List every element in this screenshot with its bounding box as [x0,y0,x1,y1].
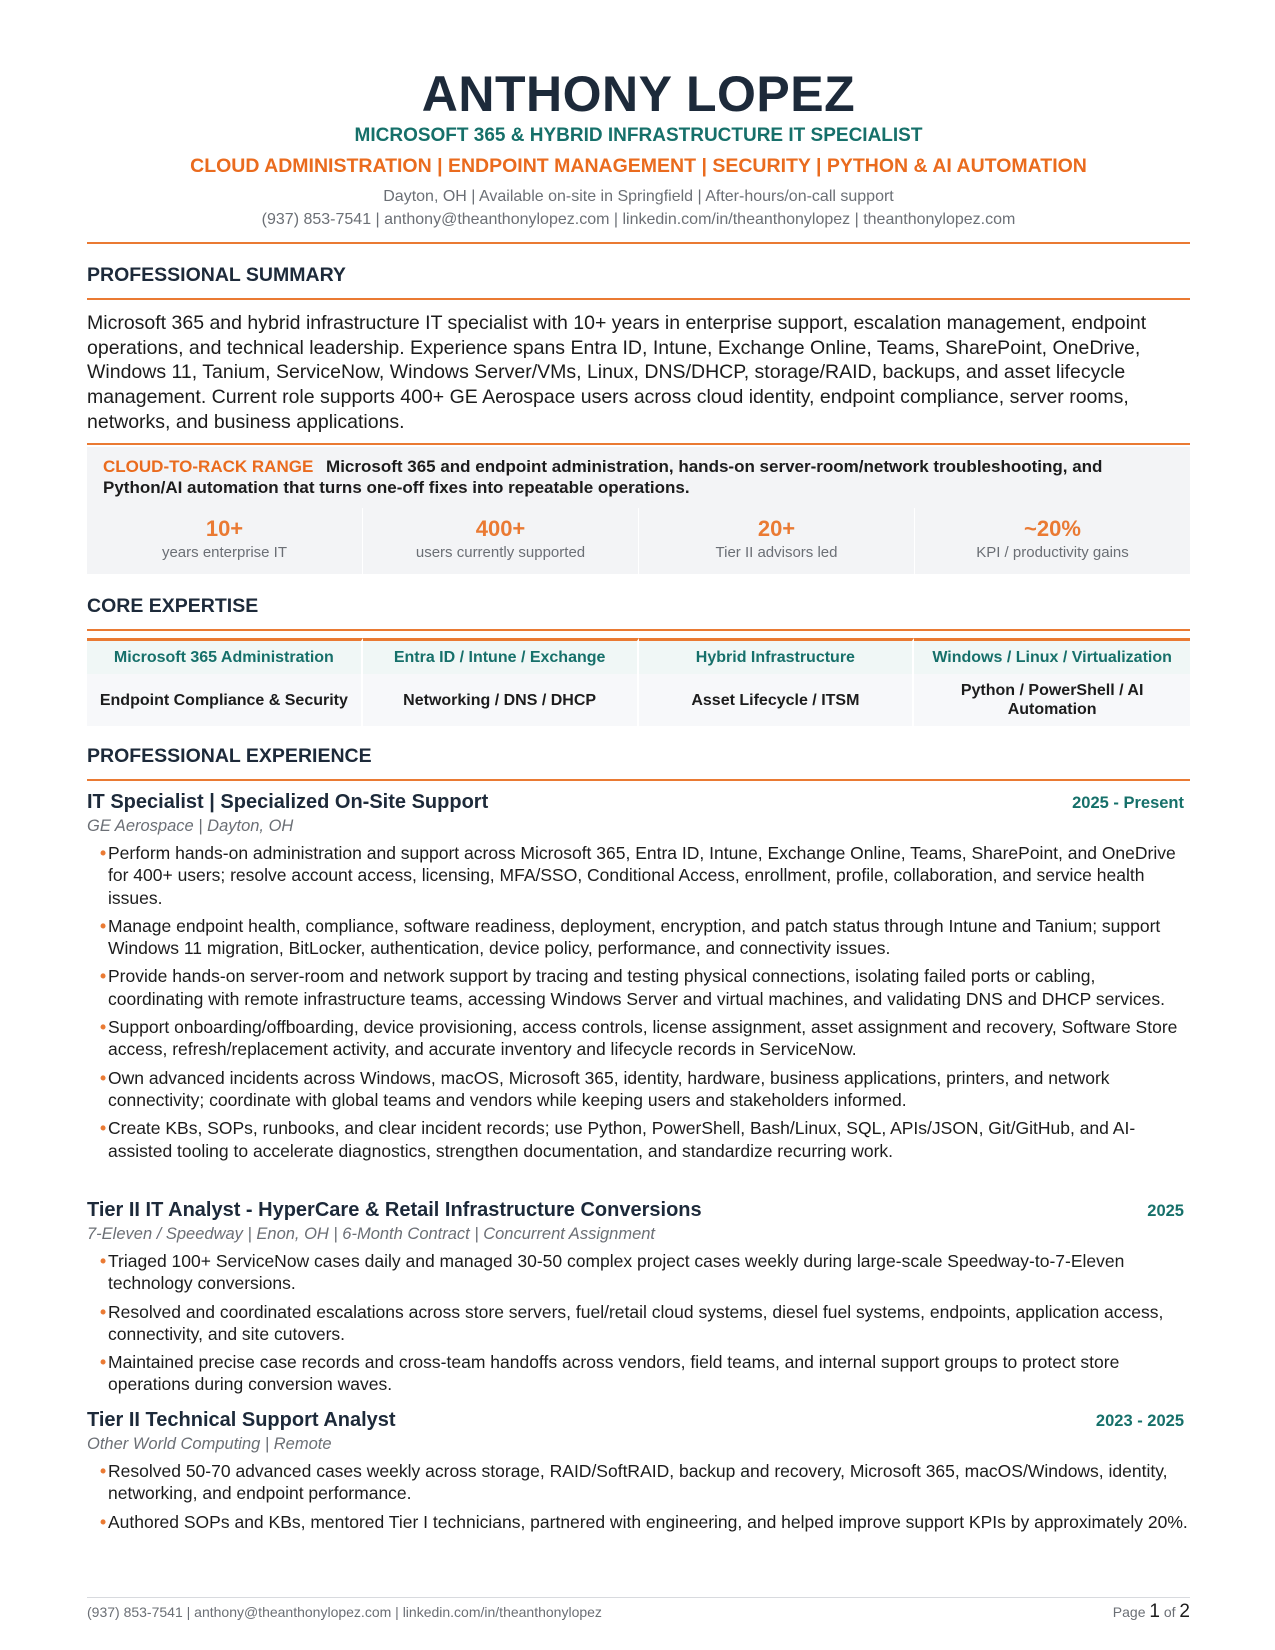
candidate-name: ANTHONY LOPEZ [421,66,856,122]
expertise-item: Networking / DNS / DHCP [363,674,639,726]
stat-label: Tier II advisors led [715,544,838,561]
expertise-row [87,674,1190,726]
expertise-item: Endpoint Compliance & Security [87,674,363,726]
page-of: of [1163,1604,1176,1620]
expertise-item: Hybrid Infrastructure [639,638,915,674]
expertise-grid [87,638,1190,726]
stat-label: users currently supported [415,544,586,561]
job-title: Tier II Technical Support Analyst [87,1409,396,1431]
job-bullets [87,1250,1190,1402]
job-dates: 2023 - 2025 [1095,1412,1184,1430]
page-total: 2 [1179,1601,1190,1622]
range-panel [87,447,1190,574]
job-title: Tier II IT Analyst - HyperCare & Retail Infrastructure Conversions [87,1199,702,1221]
stat-value: 400+ [475,516,526,541]
expertise-item: Asset Lifecycle / ITSM [639,674,915,726]
expertise-item: Entra ID / Intune / Exchange [363,638,639,674]
stat-value: 20+ [757,516,796,541]
job-organization: GE Aerospace | Dayton, OH [87,817,294,835]
range-statement [103,456,1183,498]
expertise-divider [87,629,1190,631]
job-dates: 2025 - Present [1072,794,1184,812]
expertise-item: Python / PowerShell / AI Automation [914,674,1190,726]
bullet-item: • Maintained precise case records and cross-team handoffs across vendors, field teams, and internal support groups to protect store operations during conversion waves. [87,1351,1190,1396]
stat-years [87,508,363,574]
job-bullets [87,842,1190,1168]
range-divider [87,443,1190,445]
job-bullets [87,1460,1190,1539]
focus-areas: CLOUD ADMINISTRATION | ENDPOINT MANAGEMENT | SECURITY | PYTHON & AI AUTOMATION [190,155,1087,177]
bullet-item: • Create KBs, SOPs, runbooks, and clear incident records; use Python, PowerShell, Bash/Linux, SQL, APIs/JSON, Git/GitHub, and AI-assisted tooling to accelerate diagnostics, strengthen documentation, and standardize recurring work. [87,1117,1190,1162]
job-title: IT Specialist | Specialized On-Site Support [87,791,489,813]
page-current: 1 [1149,1601,1160,1622]
stat-label: years enterprise IT [161,544,288,561]
bullet-item: • Own advanced incidents across Windows, macOS, Microsoft 365, identity, hardware, business applications, printers, and network connectivity; coordinate with global teams and vendors while keeping users and stakeholders informed. [87,1067,1190,1112]
experience-divider [87,779,1190,781]
summary-divider [87,298,1190,300]
expertise-heading: CORE EXPERTISE [87,595,259,617]
bullet-item: • Perform hands-on administration and support across Microsoft 365, Entra ID, Intune, Exchange Online, Teams, SharePoint, and OneDrive for 400+ users; resolve account access, licensing, MFA/SSO, Conditional Access, enrollment, profile, collaboration, and service health issues. [87,842,1190,909]
stat-label: KPI / productivity gains [976,544,1129,561]
range-label: CLOUD-TO-RACK RANGE [103,457,314,476]
expertise-item: Windows / Linux / Virtualization [914,638,1190,674]
footer-contact: (937) 853-7541 | anthony@theanthonylopez.com | linkedin.com/in/theanthonylopez [87,1604,602,1620]
bullet-item: • Triaged 100+ ServiceNow cases daily and managed 30-50 complex project cases weekly during large-scale Speedway-to-7-Eleven technology conversions. [87,1250,1190,1295]
bullet-item: • Authored SOPs and KBs, mentored Tier I technicians, partnered with engineering, and helped improve support KPIs by approximately 20%. [87,1511,1190,1533]
stat-advisors [639,508,915,574]
page-number [1113,1601,1190,1623]
job-organization: 7-Eleven / Speedway | Enon, OH | 6-Month Contract | Concurrent Assignment [87,1225,656,1243]
bullet-item: • Manage endpoint health, compliance, software readiness, deployment, encryption, and patch status through Intune and Tanium; support Windows 11 migration, BitLocker, authentication, device policy, performance, and connectivity issues. [87,915,1190,960]
experience-heading: PROFESSIONAL EXPERIENCE [87,745,372,767]
bullet-item: • Resolved and coordinated escalations across store servers, fuel/retail cloud systems, diesel fuel systems, endpoints, application access, connectivity, and site cutovers. [87,1301,1190,1346]
professional-title: MICROSOFT 365 & HYBRID INFRASTRUCTURE IT SPECIALIST [354,125,923,146]
stat-value: 10+ [205,516,244,541]
footer-divider [87,1597,1190,1598]
page-word: Page [1112,1604,1146,1620]
location-line: Dayton, OH | Available on-site in Springfield | After-hours/on-call support [383,188,894,205]
bullet-item: • Support onboarding/offboarding, device provisioning, access controls, license assignment, asset assignment and recovery, Software Store access, refresh/replacement activity, and accurate inventory and lifecycle records in ServiceNow. [87,1016,1190,1061]
expertise-item: Microsoft 365 Administration [87,638,363,674]
summary-text: Microsoft 365 and hybrid infrastructure IT specialist with 10+ years in enterprise support, escalation management, endpoint operations, and technical leadership. Experience spans Entra ID, Intune, Exchange Online, Teams, SharePoint, OneDrive, Windows 11, Tanium, ServiceNow, Windows Server/VMs, Linux, DNS/DHCP, storage/RAID, backups, and asset lifecycle management. Current role supports 400+ GE Aerospace users across cloud identity, endpoint compliance, server rooms, networks, and business applications. [87,312,1147,433]
range-description: Microsoft 365 and endpoint administration, hands-on server-room/network troubleshooting, and Python/AI automation that turns one-off fixes into repeatable operations. [103,457,1103,497]
stat-kpi [915,508,1190,574]
contact-line: (937) 853-7541 | anthony@theanthonylopez.com | linkedin.com/in/theanthonylopez | theanthonylopez.com [261,211,1016,228]
job-organization: Other World Computing | Remote [87,1435,332,1453]
stat-users [363,508,639,574]
summary-heading: PROFESSIONAL SUMMARY [87,264,346,286]
expertise-row [87,638,1190,674]
header-divider [87,242,1190,244]
stat-value: ~20% [1024,516,1081,541]
bullet-item: • Resolved 50-70 advanced cases weekly across storage, RAID/SoftRAID, backup and recovery, Microsoft 365, macOS/Windows, identity, networking, and endpoint performance. [87,1460,1190,1505]
job-dates: 2025 [1147,1202,1184,1220]
stats-row [87,508,1190,574]
bullet-item: • Provide hands-on server-room and network support by tracing and testing physical connections, isolating failed ports or cabling, coordinating with remote infrastructure teams, accessing Windows Server and virtual machines, and validating DNS and DHCP services. [87,965,1190,1010]
